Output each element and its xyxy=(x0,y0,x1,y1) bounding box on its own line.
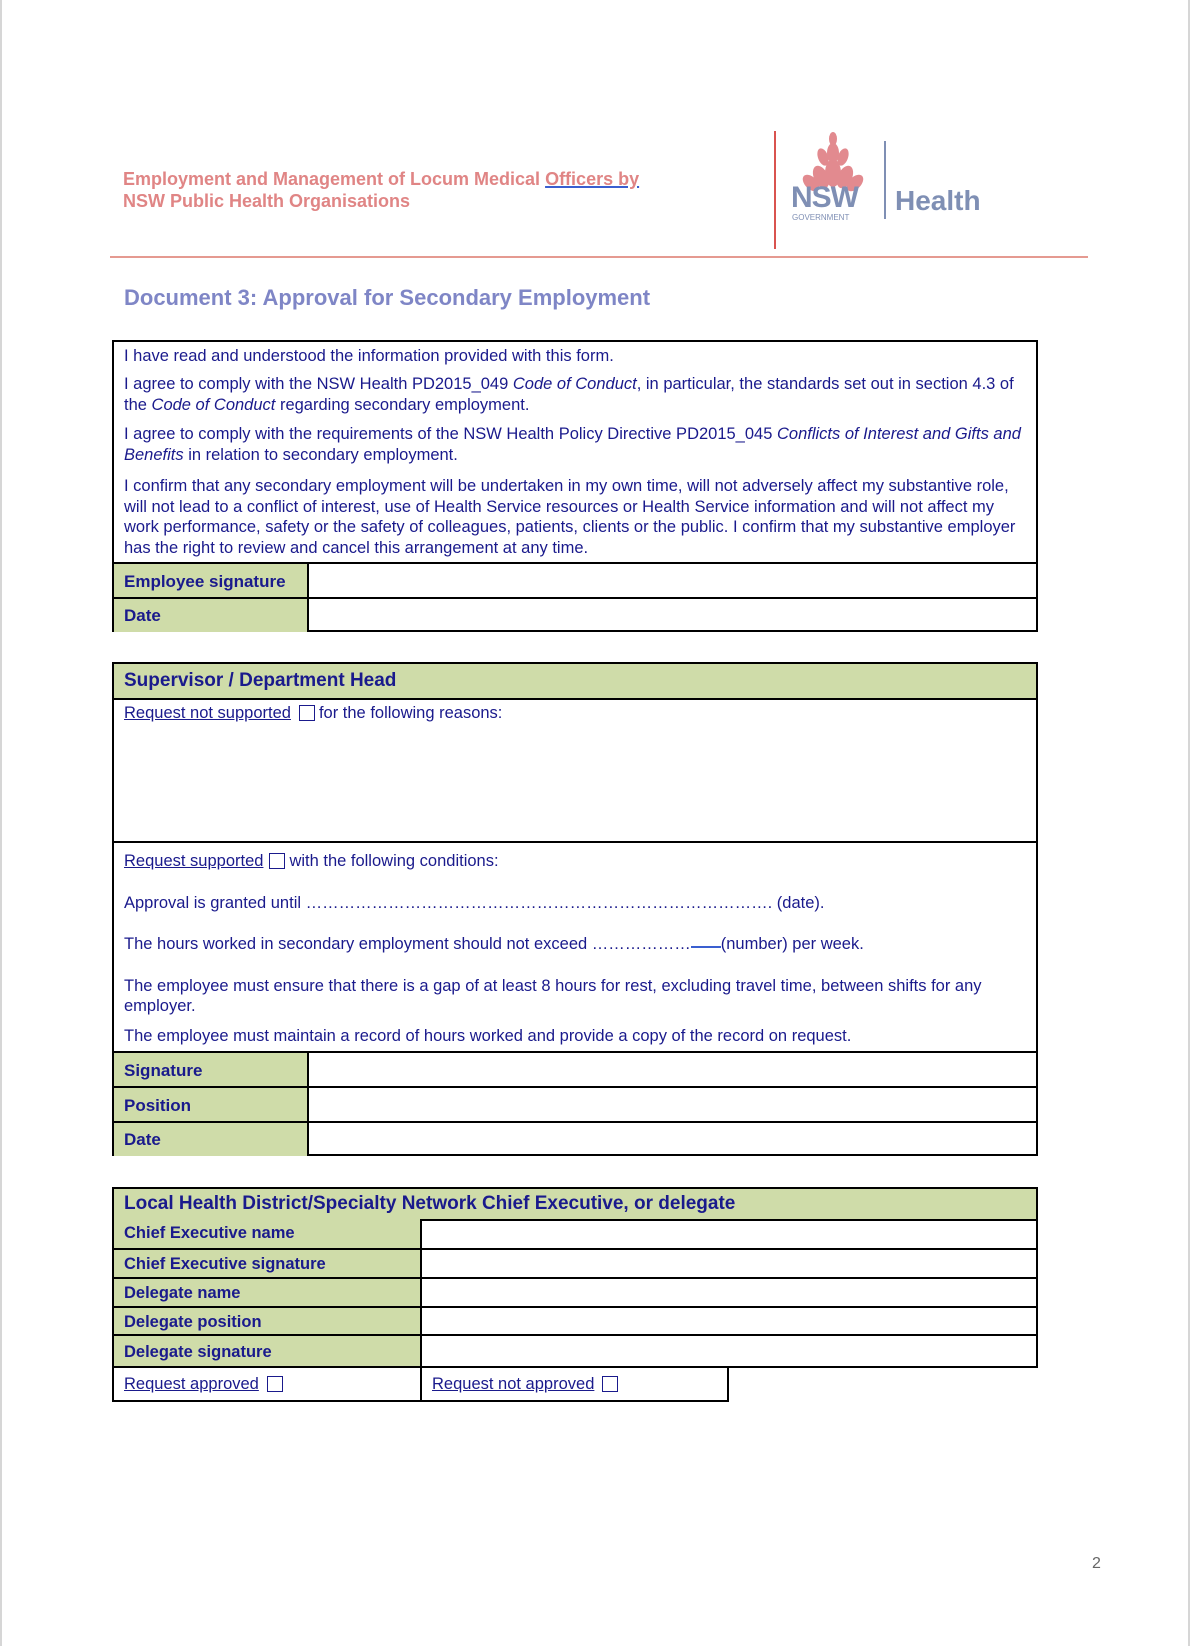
ce-signature-label: Chief Executive signature xyxy=(114,1250,422,1279)
not-supported-line xyxy=(124,703,1028,724)
supervisor-date-field[interactable] xyxy=(309,1123,1036,1156)
not-supported-reasons-area[interactable] xyxy=(114,730,1036,834)
decl-p2a: I agree to comply with the NSW Health PD2015_049 xyxy=(124,375,513,393)
supervisor-date-row xyxy=(114,1121,1036,1156)
hours-number-blank[interactable] xyxy=(691,934,721,948)
header-title-line1: Employment and Management of Locum Medical xyxy=(123,169,546,189)
employee-date-label: Date xyxy=(114,599,309,632)
supervisor-signature-label: Signature xyxy=(114,1053,309,1088)
not-supported-label: Request not supported xyxy=(124,704,291,722)
supported-suffix: with the following conditions: xyxy=(289,852,499,870)
delegate-signature-field[interactable] xyxy=(422,1336,1036,1368)
supervisor-position-label: Position xyxy=(114,1088,309,1123)
employee-date-field[interactable] xyxy=(309,599,1036,632)
delegate-position-label: Delegate position xyxy=(114,1308,422,1336)
request-approved-label: Request approved xyxy=(124,1374,259,1393)
request-not-approved-cell xyxy=(422,1368,622,1400)
nsw-health-logo xyxy=(773,131,1013,249)
decl-p3b: Conflicts of Interest and Gifts and Benefits xyxy=(124,425,1021,464)
header-title-line1-underlined: Officers by xyxy=(545,169,640,189)
request-not-approved-checkbox[interactable] xyxy=(602,1376,618,1392)
ce-name-field[interactable] xyxy=(422,1219,1036,1248)
decl-p3c: in relation to secondary employment. xyxy=(183,446,458,464)
employee-signature-row xyxy=(114,562,1036,599)
header-title-line2: NSW Public Health Organisations xyxy=(123,191,411,211)
ce-name-row xyxy=(114,1219,1036,1248)
page-title: Document 3: Approval for Secondary Employment xyxy=(124,285,651,310)
decl-p2b: Code of Conduct xyxy=(512,375,637,393)
ce-signature-row xyxy=(114,1248,1036,1279)
employee-date-row xyxy=(114,597,1036,632)
decl-p2d: Code of Conduct xyxy=(151,396,276,414)
supported-label: Request supported xyxy=(124,852,264,870)
delegate-position-field[interactable] xyxy=(422,1308,1036,1336)
delegate-signature-row xyxy=(114,1334,1036,1368)
rest-gap-line: The employee must ensure that there is a gap of at least 8 hours for rest, excluding travel time, between shifts for any employer. xyxy=(124,977,982,1015)
record-line: The employee must maintain a record of hours worked and provide a copy of the record on request. xyxy=(124,1027,852,1045)
hours-line xyxy=(124,934,1028,955)
approval-until-line: Approval is granted until …………………………………………………………………………. (date). xyxy=(124,894,825,912)
decl-p3a: I agree to comply with the requirements of the NSW Health Policy Directive PD2015_045 xyxy=(124,425,777,443)
supervisor-date-label: Date xyxy=(114,1123,309,1156)
chief-executive-box xyxy=(112,1187,1038,1368)
request-not-approved-label: Request not approved xyxy=(432,1374,595,1393)
declaration-confirm: I confirm that any secondary employment will be undertaken in my own time, will not adversely affect my substantive role, will not lead to a conflict of interest, use of Health Service resources or Health Service information and will not affect my work performance, safety or the safety of colleagues, patients, clients or the public. I confirm that my substantive employer has the right to review and cancel this arrangement at any time. xyxy=(124,477,1016,557)
header-divider xyxy=(110,256,1088,258)
page-edge-left xyxy=(0,0,2,1646)
header-title xyxy=(123,168,639,212)
hours-text: The hours worked in secondary employment should not exceed ……………… xyxy=(124,935,691,953)
chief-executive-heading: Local Health District/Specialty Network Chief Executive, or delegate xyxy=(114,1189,1036,1221)
supervisor-position-field[interactable] xyxy=(309,1088,1036,1123)
supervisor-signature-row xyxy=(114,1051,1036,1088)
delegate-signature-label: Delegate signature xyxy=(114,1336,422,1368)
logo-health-text: Health xyxy=(895,185,981,216)
declaration-conflicts xyxy=(124,424,1028,466)
supervisor-box xyxy=(112,662,1038,1156)
approval-decision-row xyxy=(112,1366,729,1402)
not-supported-checkbox[interactable] xyxy=(299,705,315,721)
delegate-name-row xyxy=(114,1277,1036,1308)
hours-suffix: (number) per week. xyxy=(720,935,864,953)
ce-signature-field[interactable] xyxy=(422,1250,1036,1279)
supervisor-heading: Supervisor / Department Head xyxy=(114,664,1036,700)
supported-line xyxy=(124,851,1028,872)
supported-checkbox[interactable] xyxy=(269,853,285,869)
decl-p2c: , in particular, the standards set out in section 4.3 of the xyxy=(124,375,1014,414)
declaration-read: I have read and understood the information provided with this form. xyxy=(124,347,614,365)
decl-p2e: regarding secondary employment. xyxy=(275,396,530,414)
declaration-box xyxy=(112,340,1038,632)
delegate-position-row xyxy=(114,1306,1036,1336)
request-approved-checkbox[interactable] xyxy=(267,1376,283,1392)
supervisor-position-row xyxy=(114,1086,1036,1123)
delegate-name-label: Delegate name xyxy=(114,1279,422,1308)
page-number: 2 xyxy=(1092,1555,1101,1572)
supervisor-divider xyxy=(114,841,1036,843)
logo-government-text: GOVERNMENT xyxy=(792,213,850,222)
logo-nsw-text: NSW xyxy=(791,181,858,214)
employee-signature-field[interactable] xyxy=(309,564,1036,599)
ce-name-label: Chief Executive name xyxy=(114,1219,422,1248)
employee-signature-label: Employee signature xyxy=(114,564,309,599)
request-approved-cell xyxy=(114,1368,422,1400)
delegate-name-field[interactable] xyxy=(422,1279,1036,1308)
not-supported-suffix: for the following reasons: xyxy=(318,704,503,722)
supervisor-signature-field[interactable] xyxy=(309,1053,1036,1088)
declaration-code-of-conduct xyxy=(124,374,1028,416)
